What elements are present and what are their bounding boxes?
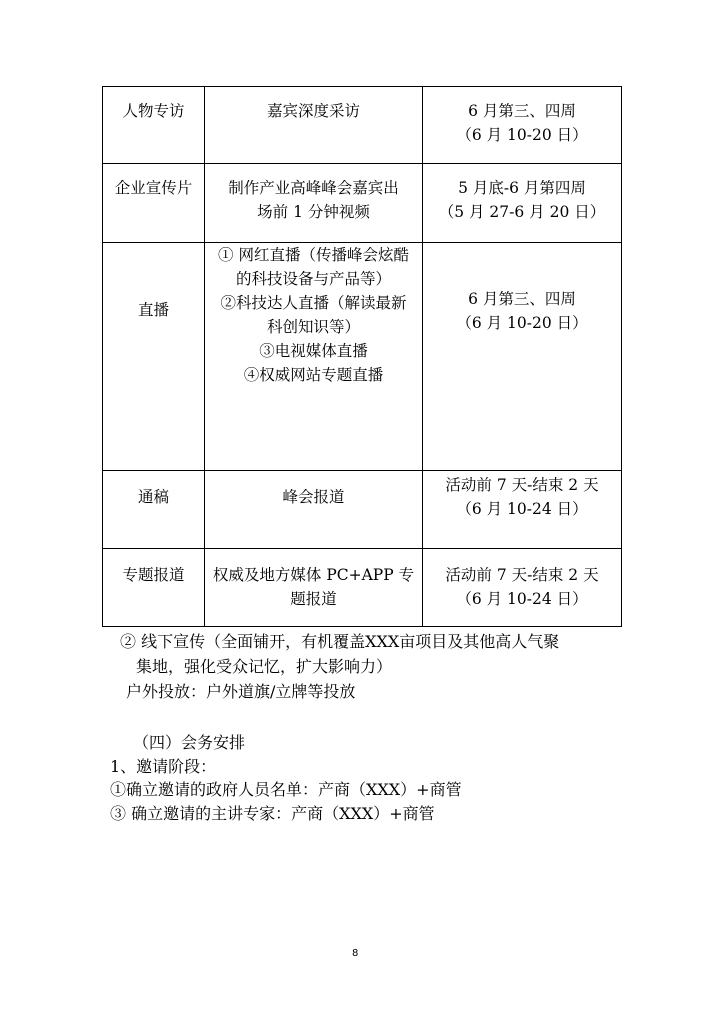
time-cell <box>423 549 622 627</box>
offline-publicity-line-2: 集地，强化受众记忆，扩大影响力） <box>136 657 393 676</box>
content-cell <box>205 471 423 549</box>
type-text: 直播 <box>137 301 169 319</box>
outdoor-placement: 户外投放：户外道旗/立牌等投放 <box>126 682 356 701</box>
type-cell <box>103 243 205 471</box>
page-number: 8 <box>352 948 359 959</box>
table-row <box>103 243 622 471</box>
time-line: 6 月第三、四周 <box>468 290 576 308</box>
content-line: 科创知识等） <box>266 318 360 336</box>
table-row <box>103 471 622 549</box>
time-line: （6 月 10-24 日） <box>456 500 588 518</box>
content-line: 题报道 <box>290 590 337 608</box>
publicity-schedule-table <box>102 86 622 627</box>
time-line: （6 月 10-20 日） <box>456 126 588 144</box>
table-row <box>103 87 622 164</box>
invite-government-item: ①确立邀请的政府人员名单：产商（XXX）+商管 <box>110 780 462 799</box>
content-cell <box>205 243 423 471</box>
type-text: 人物专访 <box>122 102 185 120</box>
type-cell <box>103 549 205 627</box>
time-line: （5 月 27-6 月 20 日） <box>438 203 606 221</box>
content-line: ②科技达人直播（解读最新 <box>220 294 407 312</box>
time-line: 活动前 7 天-结束 2 天 <box>445 476 599 494</box>
time-cell <box>423 243 622 471</box>
type-text: 专题报道 <box>122 566 185 584</box>
content-line: 权威及地方媒体 PC+APP 专 <box>212 566 415 584</box>
table-row <box>103 549 622 627</box>
content-line: 制作产业高峰峰会嘉宾出 <box>228 179 399 197</box>
type-text: 通稿 <box>137 488 169 506</box>
time-line: （6 月 10-24 日） <box>456 590 588 608</box>
time-cell <box>423 87 622 164</box>
content-cell <box>205 549 423 627</box>
type-text: 企业宣传片 <box>114 179 193 197</box>
type-cell <box>103 164 205 243</box>
section-heading: （四）会务安排 <box>133 733 246 752</box>
table-row <box>103 164 622 243</box>
time-line: 6 月第三、四周 <box>468 102 576 120</box>
invite-expert-item: ③ 确立邀请的主讲专家：产商（XXX）+商管 <box>110 804 435 823</box>
content-line: 场前 1 分钟视频 <box>257 203 370 221</box>
time-cell <box>423 471 622 549</box>
content-cell <box>205 87 423 164</box>
content-line: 嘉宾深度采访 <box>266 102 360 120</box>
offline-publicity-line-1: ② 线下宣传（全面铺开，有机覆盖XXX亩项目及其他高人气聚 <box>120 632 560 651</box>
time-line: （6 月 10-20 日） <box>456 314 588 332</box>
type-cell <box>103 471 205 549</box>
content-line: 峰会报道 <box>282 488 345 506</box>
content-cell <box>205 164 423 243</box>
content-line: ③电视媒体直播 <box>259 342 368 360</box>
time-line: 活动前 7 天-结束 2 天 <box>445 566 599 584</box>
invite-stage-heading: 1、邀请阶段： <box>110 757 217 776</box>
time-line: 5 月底-6 月第四周 <box>458 179 586 197</box>
type-cell <box>103 87 205 164</box>
content-line: ① 网红直播（传播峰会炫酷 <box>218 246 409 264</box>
time-cell <box>423 164 622 243</box>
content-line: 的科技设备与产品等） <box>235 270 391 288</box>
content-line: ④权威网站专题直播 <box>243 366 384 384</box>
